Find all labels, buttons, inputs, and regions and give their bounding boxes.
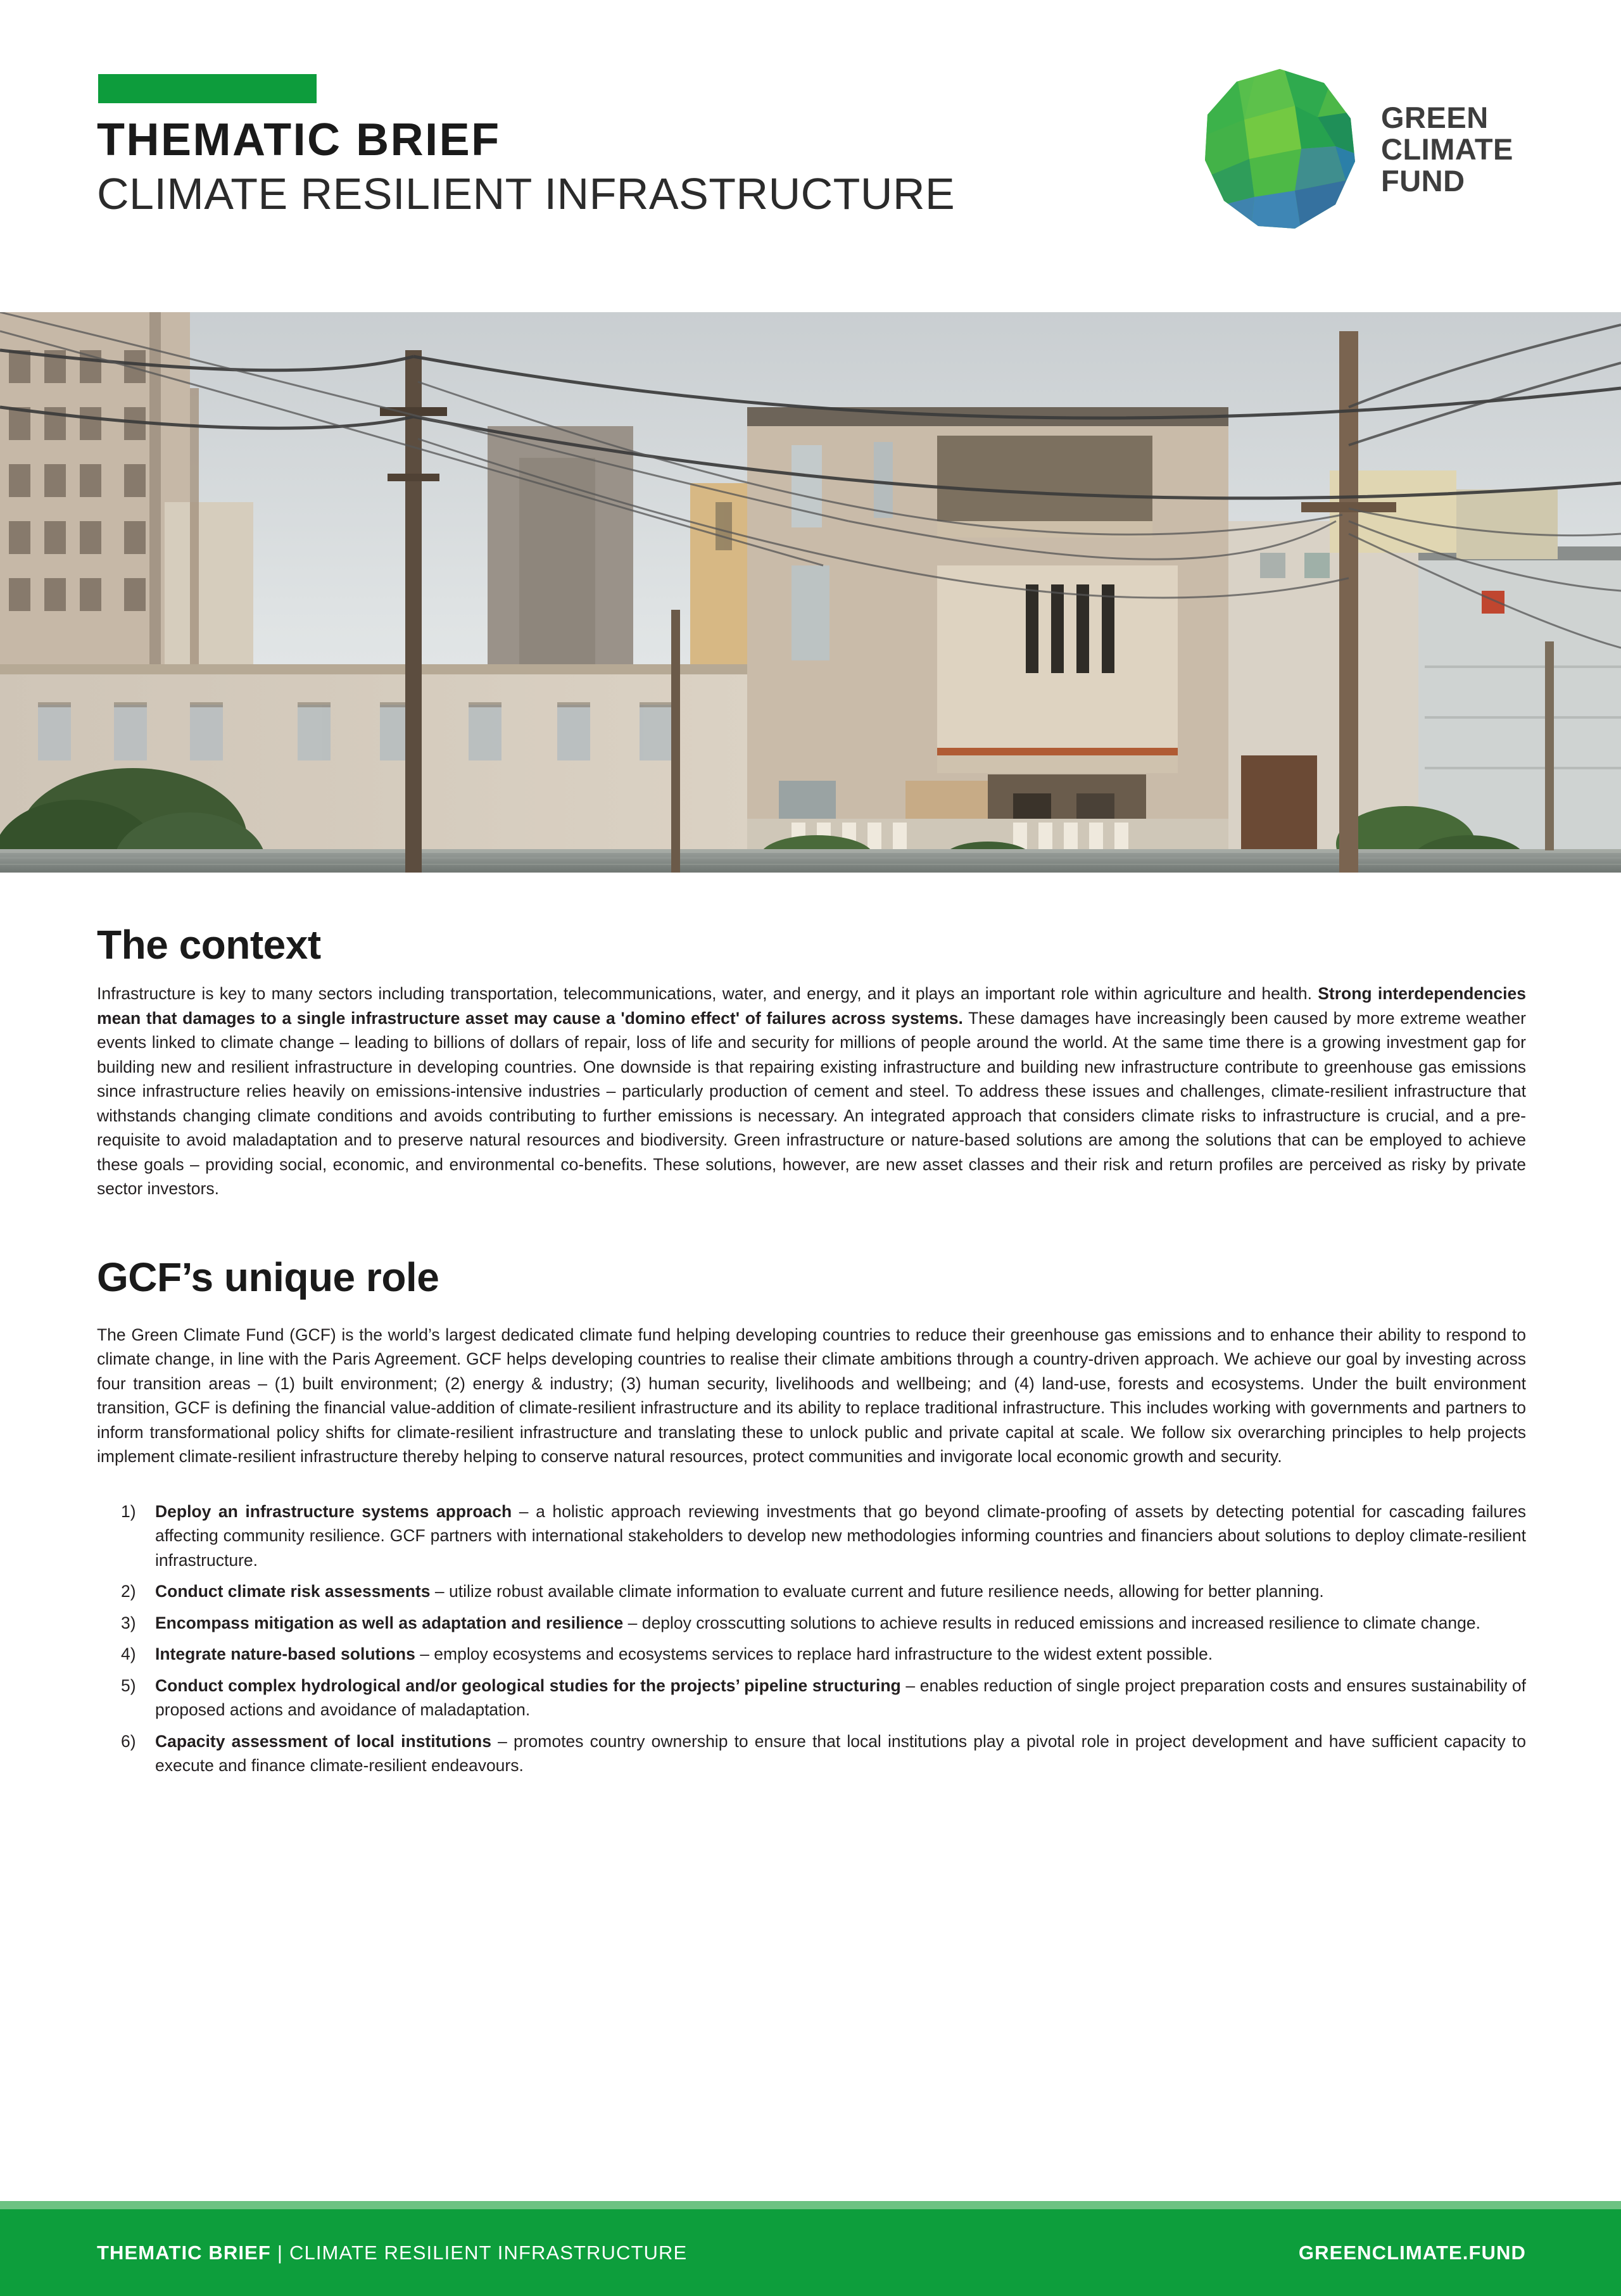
green-accent-bar xyxy=(98,74,317,103)
list-item-rest: – enables reduction of single project preparation costs and ensures sustainability of proposed actions and avoidance of maladaptation. xyxy=(155,1675,1526,1719)
list-item xyxy=(97,1499,1526,1573)
footer-accent-stripe xyxy=(0,2201,1621,2209)
logo-line-climate: CLIMATE xyxy=(1381,132,1513,166)
list-item-number: 6) xyxy=(121,1731,136,1751)
footer-topic-label: CLIMATE RESILIENT INFRASTRUCTURE xyxy=(289,2241,688,2264)
list-item-number: 3) xyxy=(121,1613,136,1632)
footer-left-text xyxy=(97,2242,687,2264)
list-item xyxy=(97,1642,1526,1667)
gcf-logo xyxy=(1200,66,1513,232)
section-heading-role: GCF’s unique role xyxy=(97,1254,439,1300)
list-item-lead: Deploy an infrastructure systems approach xyxy=(155,1501,512,1521)
list-item xyxy=(97,1579,1526,1604)
document-footer xyxy=(0,2209,1621,2296)
list-item xyxy=(97,1674,1526,1722)
list-item-rest: – promotes country ownership to ensure that local institutions play a pivotal role in project development and have sufficient capacity to execute and finance climate-resilient endeavours. xyxy=(155,1731,1526,1775)
list-item-lead: Conduct climate risk assessments xyxy=(155,1582,431,1601)
list-item-number: 2) xyxy=(121,1582,136,1601)
document-body xyxy=(97,924,1526,1785)
list-item xyxy=(97,1729,1526,1778)
footer-website: GREENCLIMATE.FUND xyxy=(1298,2241,1526,2264)
list-item-rest: – employ ecosystems and ecosystems services to replace hard infrastructure to the widest extent possible. xyxy=(415,1644,1213,1663)
list-item-lead: Integrate nature-based solutions xyxy=(155,1644,415,1663)
list-item-number: 4) xyxy=(121,1644,136,1663)
context-text-bold: Strong interdependencies mean that damages to a single infrastructure asset may cause a 'domino effect' of failures across systems. xyxy=(97,984,1526,1028)
footer-brief-label: THEMATIC BRIEF xyxy=(97,2241,271,2264)
section-heading-context: The context xyxy=(97,922,321,968)
footer-inner xyxy=(97,2209,1526,2296)
list-item-lead: Capacity assessment of local institutions xyxy=(155,1731,491,1751)
list-item-lead: Conduct complex hydrological and/or geological studies for the projects’ pipeline structuring xyxy=(155,1675,901,1695)
document-title: THEMATIC BRIEF xyxy=(97,115,501,165)
context-text-1: Infrastructure is key to many sectors including transportation, telecommunications, water, and energy, and it plays an important role within agriculture and health. xyxy=(97,984,1318,1003)
document-header xyxy=(0,0,1621,312)
list-item-rest: – a holistic approach reviewing investments that go beyond climate-proofing of assets by detecting potential for cascading failures affecting community resilience. GCF partners with international stakeholders to develop new methodologies informing countries and financiers about solutions to deploy climate-resilient infrastructure. xyxy=(155,1501,1526,1570)
list-item-rest: – utilize robust available climate information to evaluate current and future resilience needs, allowing for better planning. xyxy=(430,1582,1324,1601)
list-item-lead: Encompass mitigation as well as adaptation and resilience xyxy=(155,1613,624,1632)
list-item-number: 5) xyxy=(121,1675,136,1695)
context-paragraph xyxy=(97,981,1526,1201)
document-subtitle: CLIMATE RESILIENT INFRASTRUCTURE xyxy=(97,169,956,218)
hero-photo-flooded-street xyxy=(0,312,1621,873)
list-item-number: 1) xyxy=(121,1501,136,1521)
globe-icon xyxy=(1200,66,1359,232)
logo-line-fund: FUND xyxy=(1381,164,1465,198)
role-paragraph: The Green Climate Fund (GCF) is the world’s largest dedicated climate fund helping developing countries to reduce their greenhouse gas emissions and to enhance their ability to respond to climate change, in line with the Paris Agreement. GCF helps developing countries to realise their climate ambitions through a country-driven approach. We achieve our goal by investing across four transition areas – (1) built environment; (2) energy & industry; (3) human security, livelihoods and wellbeing; and (4) land-use, forests and ecosystems. Under the built environment transition, GCF is defining the financial value-addition of climate-resilient infrastructure and its ability to replace traditional infrastructure. This includes working with governments and partners to inform transformational policy shifts for climate-resilient infrastructure and translating these to unlock public and private capital at scale. We follow six overarching principles to help projects implement climate-resilient infrastructure thereby helping to conserve natural resources, protect communities and invigorate local economic growth and security. xyxy=(97,1325,1526,1466)
principles-list xyxy=(97,1499,1526,1778)
list-item-rest: – deploy crosscutting solutions to achieve results in reduced emissions and increased resilience to climate change. xyxy=(623,1613,1480,1632)
title-block xyxy=(97,117,1173,216)
logo-line-green: GREEN xyxy=(1381,100,1489,134)
context-text-2: These damages have increasingly been caused by more extreme weather events linked to climate change – leading to billions of dollars of repair, loss of life and security for millions of people around the world. At the same time there is a growing investment gap for building new and resilient infrastructure in developing countries. One downside is that repairing existing infrastructure and building new infrastructure contribute to greenhouse gas emissions since infrastructure relies heavily on emissions-intensive industries – particularly production of cement and steel. To address these issues and challenges, climate-resilient infrastructure that withstands changing climate conditions and avoids contributing to further emissions is necessary. An integrated approach that considers climate risks to infrastructure is crucial, and a pre-requisite to avoid maladaptation and to preserve natural resources and biodiversity. Green infrastructure or nature-based solutions are among the solutions that can be employed to achieve these goals – providing social, economic, and environmental co-benefits. These solutions, however, are new asset classes and their risk and return profiles are perceived as risky by private sector investors. xyxy=(97,1008,1526,1198)
logo-wordmark xyxy=(1381,102,1513,198)
footer-separator: | xyxy=(277,2241,284,2264)
list-item xyxy=(97,1611,1526,1636)
